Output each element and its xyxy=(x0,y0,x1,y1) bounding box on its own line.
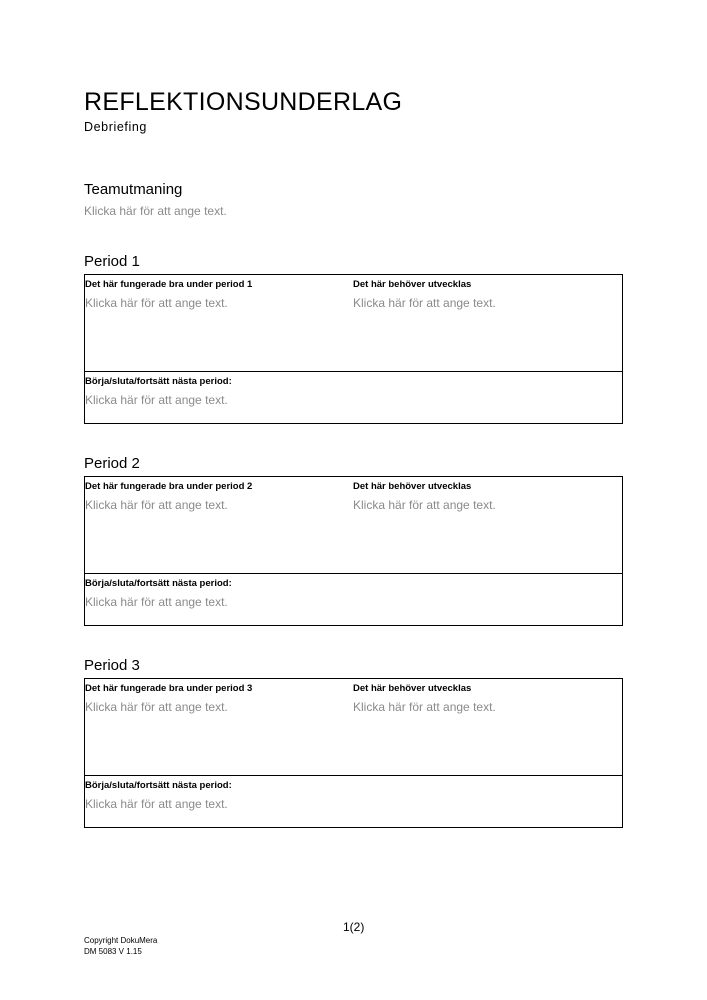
period-2-next-field[interactable]: Klicka här för att ange text. xyxy=(85,595,228,609)
footer xyxy=(84,935,157,957)
period-1-worked-well-label: Det här fungerade bra under period 1 xyxy=(85,279,253,290)
period-3-top-row xyxy=(85,679,622,776)
period-2-next-label: Börja/sluta/fortsätt nästa period: xyxy=(85,578,232,589)
period-1-heading: Period 1 xyxy=(84,253,140,270)
document-subtitle: Debriefing xyxy=(84,120,147,134)
footer-doc-id: DM 5083 V 1.15 xyxy=(84,947,142,956)
team-text-field[interactable]: Klicka här för att ange text. xyxy=(84,204,227,218)
period-3-table xyxy=(84,678,623,828)
period-2-worked-well-cell xyxy=(85,480,252,512)
period-2-improve-field[interactable]: Klicka här för att ange text. xyxy=(353,498,496,512)
period-3-next-label: Börja/sluta/fortsätt nästa period: xyxy=(85,780,232,791)
document-title: REFLEKTIONSUNDERLAG xyxy=(84,88,403,116)
period-2-heading: Period 2 xyxy=(84,455,140,472)
period-2-worked-well-label: Det här fungerade bra under period 2 xyxy=(85,481,253,492)
period-3-improve-cell xyxy=(353,682,496,714)
period-1-next-label: Börja/sluta/fortsätt nästa period: xyxy=(85,376,232,387)
period-3-improve-field[interactable]: Klicka här för att ange text. xyxy=(353,700,496,714)
period-2-next-cell xyxy=(85,577,232,609)
period-3-heading: Period 3 xyxy=(84,657,140,674)
page-number: 1(2) xyxy=(343,920,365,934)
period-1-worked-well-cell xyxy=(85,278,252,310)
period-2-improve-cell xyxy=(353,480,496,512)
period-1-top-row xyxy=(85,275,622,372)
period-1-next-field[interactable]: Klicka här för att ange text. xyxy=(85,393,228,407)
period-1-improve-field[interactable]: Klicka här för att ange text. xyxy=(353,296,496,310)
period-1-worked-well-field[interactable]: Klicka här för att ange text. xyxy=(85,296,228,310)
period-2-top-row xyxy=(85,477,622,574)
period-3-improve-label: Det här behöver utvecklas xyxy=(353,683,472,694)
period-1-table xyxy=(84,274,623,424)
team-heading: Teamutmaning xyxy=(84,181,183,198)
period-3-worked-well-cell xyxy=(85,682,252,714)
period-3-worked-well-field[interactable]: Klicka här för att ange text. xyxy=(85,700,228,714)
period-3-next-cell xyxy=(85,779,232,811)
period-2-worked-well-field[interactable]: Klicka här för att ange text. xyxy=(85,498,228,512)
period-2-improve-label: Det här behöver utvecklas xyxy=(353,481,472,492)
period-1-improve-label: Det här behöver utvecklas xyxy=(353,279,472,290)
period-1-next-cell xyxy=(85,375,232,407)
period-1-improve-cell xyxy=(353,278,496,310)
period-3-worked-well-label: Det här fungerade bra under period 3 xyxy=(85,683,253,694)
period-2-table xyxy=(84,476,623,626)
footer-copyright: Copyright DokuMera xyxy=(84,936,158,945)
period-3-next-field[interactable]: Klicka här för att ange text. xyxy=(85,797,228,811)
